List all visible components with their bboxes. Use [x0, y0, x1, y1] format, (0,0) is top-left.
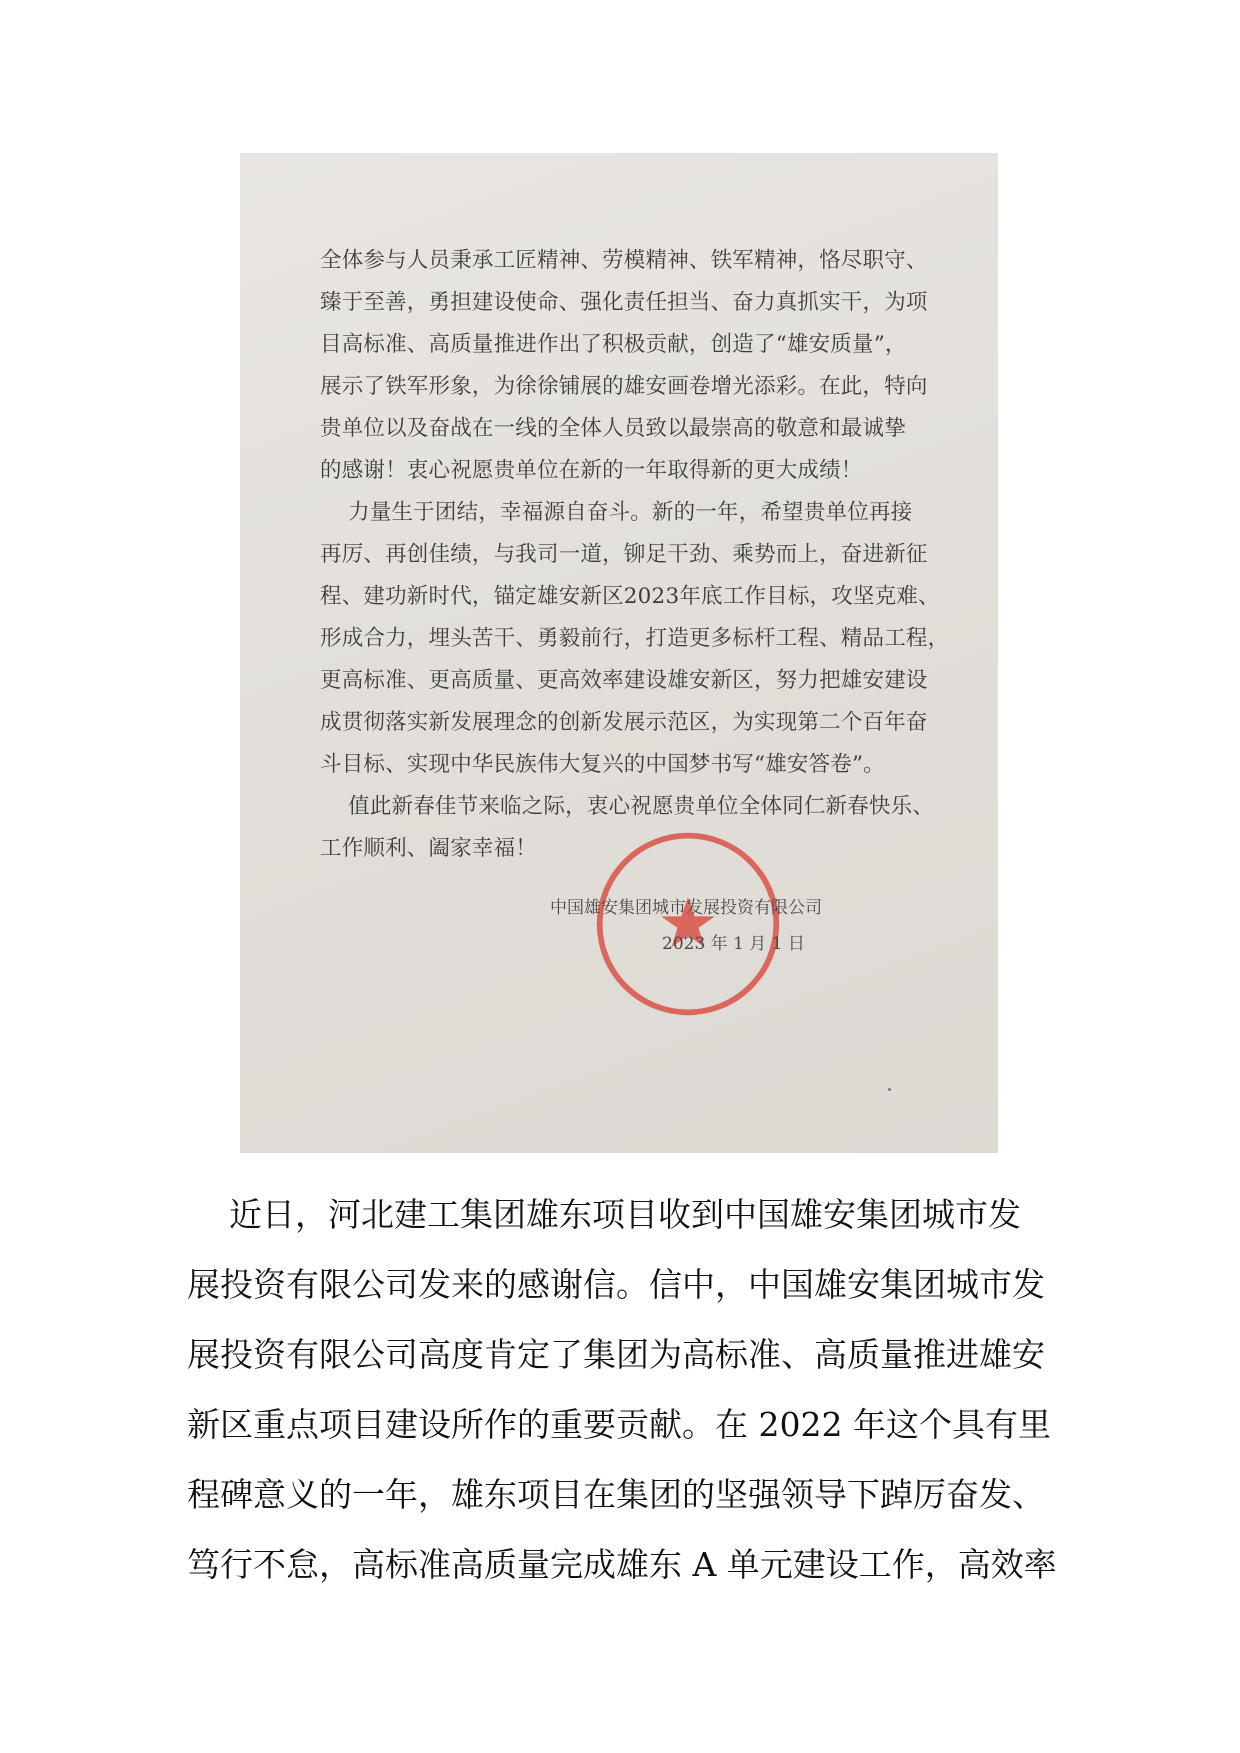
article-line: 近日，河北建工集团雄东项目收到中国雄安集团城市发: [187, 1195, 1021, 1234]
article-line: 展投资有限公司发来的感谢信。信中，中国雄安集团城市发: [187, 1265, 1045, 1304]
letter-line: 值此新春佳节来临之际，衷心祝愿贵单位全体同仁新春快乐、: [320, 794, 935, 819]
speck: [888, 1088, 891, 1091]
article-line: 新区重点项目建设所作的重要贡献。在 2022 年这个具有里: [187, 1405, 1051, 1444]
signature-company: 中国雄安集团城市发展投资有限公司: [550, 898, 822, 918]
letter-line: 全体参与人员秉承工匠精神、劳模精神、铁军精神，恪尽职守、: [320, 248, 928, 273]
article-line: 程碑意义的一年，雄东项目在集团的坚强领导下踔厉奋发、: [187, 1475, 1045, 1514]
letter-line: 臻于至善，勇担建设使命、强化责任担当、奋力真抓实干，为项: [320, 290, 928, 315]
letter-line: 程、建功新时代，锚定雄安新区2023年底工作目标，攻坚克难、: [320, 584, 940, 609]
letter-photo: [240, 153, 998, 1153]
letter-line: 成贯彻落实新发展理念的创新发展示范区，为实现第二个百年奋: [320, 710, 928, 735]
letter-line: 工作顺利、阖家幸福！: [320, 836, 538, 861]
letter-line: 贵单位以及奋战在一线的全体人员致以最崇高的敬意和最诚挚: [320, 416, 906, 441]
letter-line: 更高标准、更高质量、更高效率建设雄安新区，努力把雄安建设: [320, 668, 928, 693]
letter-line: 力量生于团结，幸福源自奋斗。新的一年，希望贵单位再接: [320, 500, 913, 525]
article-line: 笃行不怠，高标准高质量完成雄东 A 单元建设工作，高效率: [187, 1545, 1057, 1584]
signature-date: 2023 年 1 月 1 日: [662, 934, 805, 954]
letter-line: 展示了铁军形象，为徐徐铺展的雄安画卷增光添彩。在此，特向: [320, 374, 928, 399]
letter-line: 再厉、再创佳绩，与我司一道，铆足干劲、乘势而上，奋进新征: [320, 542, 928, 567]
company-seal-icon: [592, 828, 784, 1020]
letter-line: 的感谢！衷心祝愿贵单位在新的一年取得新的更大成绩！: [320, 458, 863, 483]
letter-line: 斗目标、实现中华民族伟大复兴的中国梦书写“雄安答卷”。: [320, 752, 885, 777]
letter-line: 形成合力，埋头苦干、勇毅前行，打造更多标杆工程、精品工程，: [320, 626, 950, 651]
article-line: 展投资有限公司高度肯定了集团为高标准、高质量推进雄安: [187, 1335, 1045, 1374]
letter-line: 目高标准、高质量推进作出了积极贡献，创造了“雄安质量”，: [320, 332, 907, 357]
